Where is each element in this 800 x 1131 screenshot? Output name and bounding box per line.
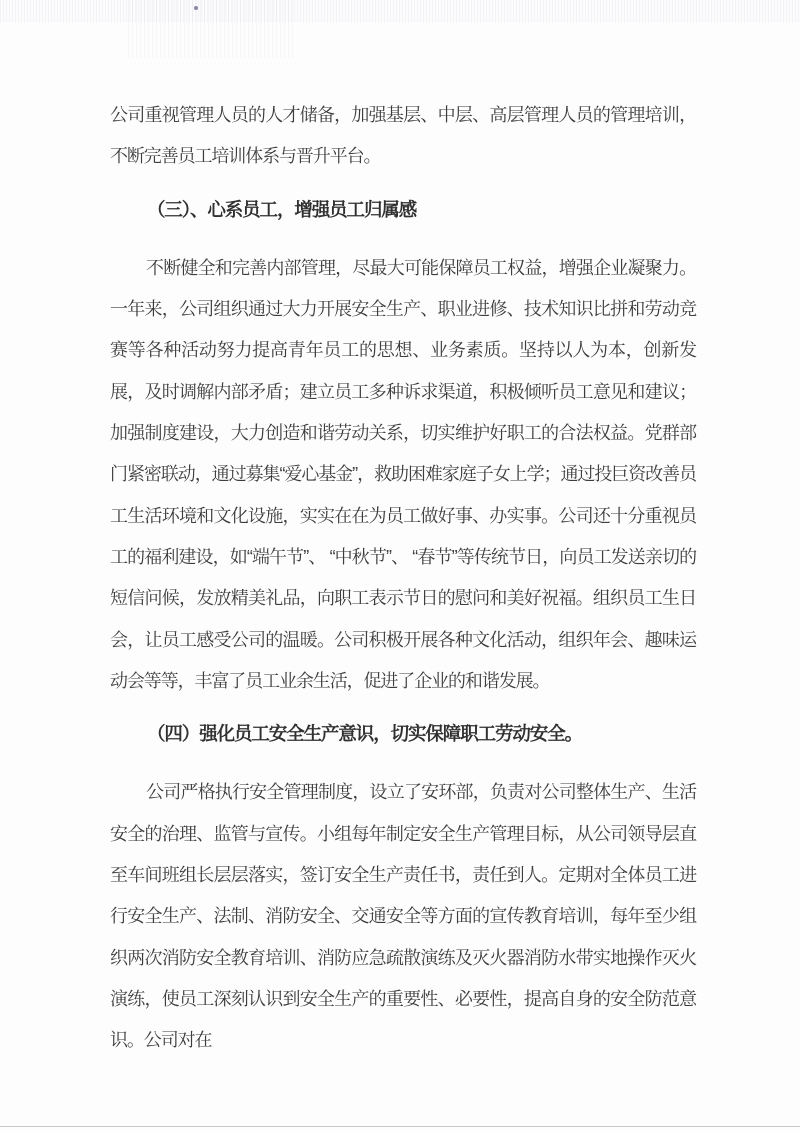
document-body [110, 95, 696, 1062]
scan-bottom-edge-line [0, 1126, 800, 1127]
paragraph-employee-care: 不断健全和完善内部管理，尽最大可能保障员工权益，增强企业凝聚力。一年来，公司组织通过大力开展安全生产、职业进修、技术知识比拼和劳动竞赛等各种活动努力提高青年员工的思想、业务素质。坚持以人为本，创新发展，及时调解内部矛盾；建立员工多种诉求渠道，积极倾听员工意见和建议；加强制度建设，大力创造和谐劳动关系，切实维护好职工的合法权益。党群部门紧密联动，通过募集“爱心基金”，救助困难家庭子女上学；通过投巨资改善员工生活环境和文化设施，实实在在为员工做好事、办实事。公司还十分重视员工的福利建设，如“端午节”、 “中秋节”、 “春节”等传统节日，向员工发送亲切的短信问候，发放精美礼品，向职工表示节日的慰问和美好祝福。组织员工生日会，让员工感受公司的温暖。公司积极开展各种文化活动，组织年会、趣味运动会等等，丰富了员工业余生活，促进了企业的和谐发展。 [110, 257, 696, 691]
paragraph-training-continuation: 公司重视管理人员的人才储备，加强基层、中层、高层管理人员的管理培训，不断完善员工培训体系与晋升平台。 [110, 105, 696, 167]
scan-noise-band [0, 0, 800, 22]
heading-section-4-production-safety: （四）强化员工安全生产意识，切实保障职工劳动安全。 [147, 723, 583, 745]
paragraph-safety-management: 公司严格执行安全管理制度，设立了安环部，负责对公司整体生产、生活安全的治理、监管与宣传。小组每年制定安全生产管理目标，从公司领导层直至车间班组长层层落实，签订安全生产责任书，责任到人。定期对全体员工进行安全生产、法制、消防安全、交通安全等方面的宣传教育培训，每年至少组织两次消防安全教育培训、消防应急疏散演练及灭火器消防水带实地操作灭火演练，使员工深刻认识到安全生产的重要性、必要性，提高自身的安全防范意识。公司对在 [110, 782, 696, 1051]
scan-speckle-dot [194, 6, 198, 10]
scan-noise-streaks [128, 0, 293, 58]
heading-section-3-employee-belonging: （三）、心系员工，增强员工归属感 [147, 198, 417, 220]
